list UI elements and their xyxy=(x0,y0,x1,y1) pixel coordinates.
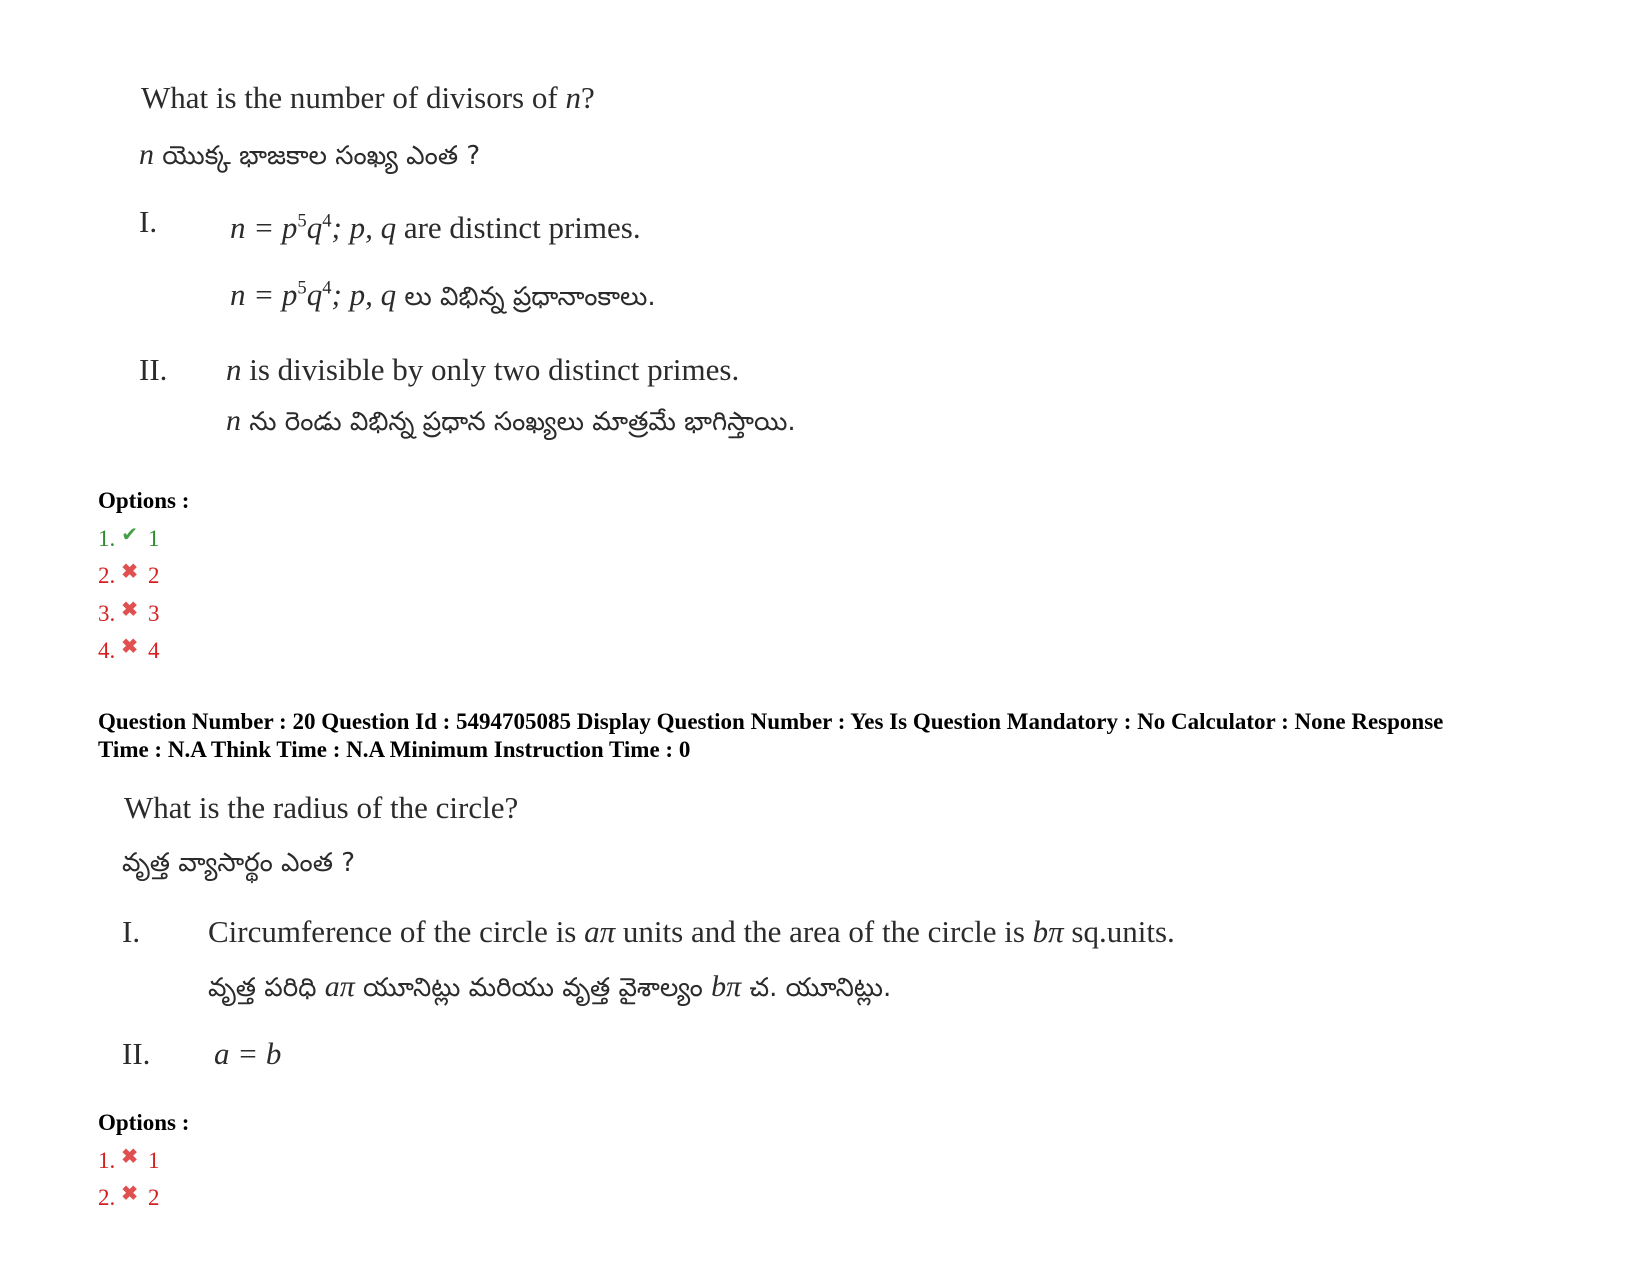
q19-stmt1-mid: q xyxy=(306,210,323,245)
q19-stmt1-exp1: 5 xyxy=(297,210,307,232)
q19-options-label: Options : xyxy=(98,488,190,513)
q19-stmt1-math: n = p xyxy=(230,210,298,245)
option-value: 4 xyxy=(148,638,160,663)
q20-question-en: What is the radius of the circle? xyxy=(124,790,519,825)
cross-icon: ✖ xyxy=(121,1145,139,1168)
q20-stmt1-te-c: చ. యూనిట్లు. xyxy=(741,973,892,1003)
q19-stmt2-text: is divisible by only two distinct primes. xyxy=(241,352,740,387)
option-value: 2 xyxy=(148,1185,160,1210)
option-value: 1 xyxy=(148,1148,160,1173)
q20-stmt1-api: aπ xyxy=(584,914,616,949)
q19-question-en xyxy=(141,80,595,116)
q20-stmt1-text-c: sq.units. xyxy=(1063,914,1175,949)
q20-stmt1-num: I. xyxy=(122,914,141,949)
q19-stmt1-te-math: n = p xyxy=(230,277,298,312)
q19-stmt2-en xyxy=(226,352,739,388)
q19-option-2[interactable] xyxy=(98,560,160,589)
q19-stmt2-var: n xyxy=(226,352,242,387)
option-number: 1. xyxy=(98,526,116,551)
option-value: 1 xyxy=(148,526,160,551)
q19-stmt1-te-text: లు విభిన్న ప్రధానాంకాలు. xyxy=(396,282,656,312)
cross-icon: ✖ xyxy=(121,560,139,583)
q20-stmt1-te xyxy=(208,970,891,1009)
q19-stmt1-text: are distinct primes. xyxy=(396,210,641,245)
q19-question-text: What is the number of divisors of xyxy=(141,80,566,115)
q19-stmt2-te-text: ను రెండు విభిన్న ప్రధాన సంఖ్యలు మాత్రమే భాగిస్తాయి. xyxy=(241,407,796,437)
q19-stmt1-vars: ; p, q xyxy=(331,210,397,245)
q19-stmt1-en xyxy=(230,210,641,246)
q19-option-4[interactable] xyxy=(98,635,160,664)
q20-stmt1-text-a: Circumference of the circle is xyxy=(208,914,585,949)
q20-option-2[interactable] xyxy=(98,1182,160,1211)
q20-stmt1-te-api: aπ xyxy=(324,970,355,1003)
q19-stmt1-num: I. xyxy=(139,204,158,239)
option-value: 3 xyxy=(148,601,160,626)
option-number: 3. xyxy=(98,601,116,626)
q19-stmt1-te-vars: ; p, q xyxy=(331,277,397,312)
q19-question-te xyxy=(139,138,480,177)
option-number: 1. xyxy=(98,1148,116,1173)
option-number: 2. xyxy=(98,1185,116,1210)
q20-stmt1-te-b: యూనిట్లు మరియు వృత్త వైశాల్యం xyxy=(354,973,712,1003)
q19-stmt1-te-exp2: 4 xyxy=(322,277,332,299)
q19-question-te-text: యొక్క భాజకాల సంఖ్య ఎంత ? xyxy=(154,141,481,171)
q20-option-1[interactable] xyxy=(98,1145,160,1174)
q19-stmt2-te-var: n xyxy=(226,404,241,437)
q20-options-label: Options : xyxy=(98,1110,190,1135)
q19-option-3[interactable] xyxy=(98,598,160,627)
q20-stmt1-te-a: వృత్త పరిధి xyxy=(208,973,325,1003)
q19-stmt1-te-mid: q xyxy=(306,277,323,312)
q20-stmt1-en xyxy=(208,914,1175,950)
q19-option-1[interactable] xyxy=(98,523,160,552)
check-icon: ✔ xyxy=(121,523,139,546)
q20-stmt2-num: II. xyxy=(122,1036,151,1071)
option-number: 4. xyxy=(98,638,116,663)
cross-icon: ✖ xyxy=(121,1182,139,1205)
cross-icon: ✖ xyxy=(121,635,139,658)
q19-question-var: n xyxy=(565,80,581,115)
q19-question-te-var: n xyxy=(139,138,154,171)
q20-meta-line2: Time : N.A Think Time : N.A Minimum Instruction Time : 0 xyxy=(98,737,691,762)
q19-stmt2-te xyxy=(226,404,796,443)
option-value: 2 xyxy=(148,563,160,588)
q19-stmt2-num: II. xyxy=(139,352,168,387)
cross-icon: ✖ xyxy=(121,598,139,621)
q20-stmt2-math: a = b xyxy=(214,1036,282,1071)
q20-stmt1-te-bpi: bπ xyxy=(711,970,742,1003)
q20-meta-line1: Question Number : 20 Question Id : 5494705085 Display Question Number : Yes Is Question Mandatory : No Calculator : None Response xyxy=(98,709,1444,734)
q20-stmt1-bpi: bπ xyxy=(1032,914,1064,949)
q19-stmt1-exp2: 4 xyxy=(322,210,332,232)
q19-stmt1-te-exp1: 5 xyxy=(297,277,307,299)
q20-question-te: వృత్త వ్యాసార్థం ఎంత ? xyxy=(122,848,355,878)
q20-stmt1-text-b: units and the area of the circle is xyxy=(615,914,1033,949)
q19-question-mark: ? xyxy=(580,80,595,115)
option-number: 2. xyxy=(98,563,116,588)
q19-stmt1-te xyxy=(230,277,656,318)
